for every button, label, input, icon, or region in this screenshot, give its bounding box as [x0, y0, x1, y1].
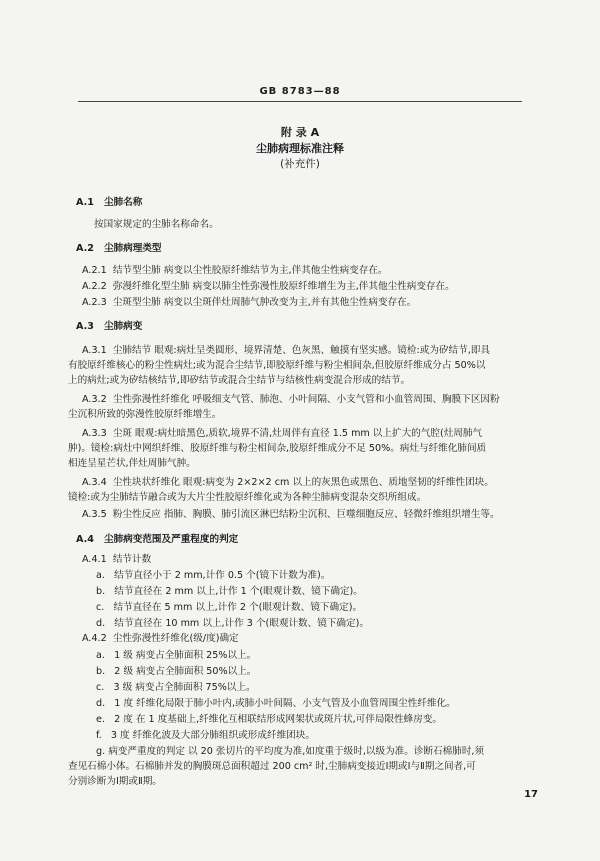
section-title: 尘肺病变范围及严重程度的判定: [103, 534, 239, 545]
list-item: f. 3 度 纤维化波及大部分肺组织或形成纤维团块。: [96, 730, 315, 741]
subsection-a42-heading: A.4.2 尘性弥漫性纤维化(级/度)确定: [82, 633, 239, 644]
header-rule: [78, 101, 522, 102]
page-number: 17: [524, 789, 538, 800]
paragraph-a31-line: 有胶原纤维核心的粉尘性病灶;或为混合尘结节,即胶原纤维与粉尘相间杂,但胶原纤维成分占 50%以: [68, 360, 486, 371]
appendix-title: 尘肺病理标准注释: [256, 142, 344, 155]
section-number: A.1: [76, 197, 94, 208]
section-a1-heading: [76, 196, 142, 210]
section-number: A.3: [76, 321, 94, 332]
paragraph-a33-line: A.3.3 尘斑 眼观:病灶暗黑色,质软,境界不清,灶周伴有直径 1.5 mm 以上扩大的气腔(灶周肺气: [82, 428, 483, 439]
paragraph-a34-line: 镜检:或为尘肺结节融合或为大片尘性胶原纤维化或为各种尘肺病变混杂交织所组成。: [68, 492, 427, 503]
list-item: A.2.2 弥漫纤维化型尘肺 病变以肺尘性弥漫性胶原纤维增生为主,伴其他尘性病变存在。: [82, 281, 455, 292]
list-item: b. 2 级 病变占全肺面积 50%以上。: [96, 666, 257, 677]
list-item: A.2.3 尘斑型尘肺 病变以尘斑伴灶周肺气肿改变为主,并有其他尘性病变存在。: [82, 297, 417, 308]
paragraph-a31-line: 上的病灶;或为矽结核结节,即矽结节或混合尘结节与结核性病变混合形成的结节。: [68, 375, 411, 386]
appendix-label: 附 录 A: [280, 126, 320, 139]
paragraph-a35-line: A.3.5 粉尘性反应 指肺、胸膜、肺引流区淋巴结粉尘沉积、巨噬细胞反应、轻微纤维组织增生等。: [82, 509, 500, 520]
paragraph-g-line: g. 病变严重度的判定 以 20 张切片的平均度为准,如度重于级时,以级为准。诊断石棉肺时,须: [96, 746, 485, 757]
paragraph-a32-line: 尘沉积所致的弥漫性胶原纤维增生。: [68, 409, 222, 420]
list-item: b. 结节直径在 2 mm 以上,计作 1 个(眼观计数、镜下确定)。: [96, 586, 363, 597]
paragraph: 按国家规定的尘肺名称命名。: [94, 219, 219, 230]
section-a4-heading: [76, 533, 238, 547]
list-item: A.2.1 结节型尘肺 病变以尘性胶原纤维结节为主,伴其他尘性病变存在。: [82, 265, 388, 276]
paragraph-g-line: 查见石棉小体。石棉肺并发的胸膜斑总面积超过 200 cm² 时,尘肺病变接近Ⅰ期或Ⅰ与Ⅱ期之间者,可: [68, 761, 476, 772]
paragraph-a33-line: 相连呈星芒状,伴灶周肺气肿。: [68, 458, 196, 469]
list-item: c. 3 级 病变占全肺面积 75%以上。: [96, 682, 256, 693]
list-item: a. 结节直径小于 2 mm,计作 0.5 个(镜下计数为准)。: [96, 570, 331, 581]
section-a2-heading: [76, 242, 162, 256]
paragraph-a31-line: A.3.1 尘肺结节 眼观:病灶呈类圆形、境界清楚、色灰黑、触摸有坚实感。镜检:或为矽结节,即具: [82, 345, 490, 356]
paragraph-a32-line: A.3.2 尘性弥漫性纤维化 呼吸细支气管、肺泡、小叶间隔、小支气管和小血管周围、胸膜下区因粉: [82, 394, 500, 405]
appendix-note: (补充件): [280, 158, 320, 170]
list-item: a. 1 级 病变占全肺面积 25%以上。: [96, 650, 257, 661]
list-item: d. 1 度 纤维化局限于肺小叶内,或肺小叶间隔、小支气管及小血管周围尘性纤维化。: [96, 698, 456, 709]
list-item: d. 结节直径在 10 mm 以上,计作 3 个(眼观计数、镜下确定)。: [96, 618, 369, 629]
section-a3-heading: [76, 320, 142, 334]
section-title: 尘肺病变: [103, 321, 143, 332]
subsection-a41-heading: A.4.1 结节计数: [82, 554, 152, 565]
section-number: A.2: [76, 243, 94, 254]
standard-code-header: GB 8783—88: [259, 86, 341, 97]
list-item: c. 结节直径在 5 mm 以上,计作 2 个(眼观计数、镜下确定)。: [96, 602, 363, 613]
section-title: 尘肺名称: [103, 197, 143, 208]
list-item: e. 2 度 在 1 度基础上,纤维化互相联结形成网架状或斑片状,可伴局限性蜂房变。: [96, 714, 443, 725]
section-number: A.4: [76, 534, 94, 545]
paragraph-a33-line: 肿)。镜检:病灶中网织纤维、胶原纤维与粉尘相间杂,胶原纤维成分不足 50%。病灶与纤维化肺间质: [68, 443, 487, 454]
paragraph-a34-line: A.3.4 尘性块状纤维化 眼观:病变为 2×2×2 cm 以上的灰黑色或黑色、质地坚韧的纤维性团块。: [82, 477, 494, 488]
section-title: 尘肺病理类型: [103, 243, 162, 254]
paragraph-g-line: 分别诊断为Ⅰ期或Ⅱ期。: [68, 776, 162, 787]
